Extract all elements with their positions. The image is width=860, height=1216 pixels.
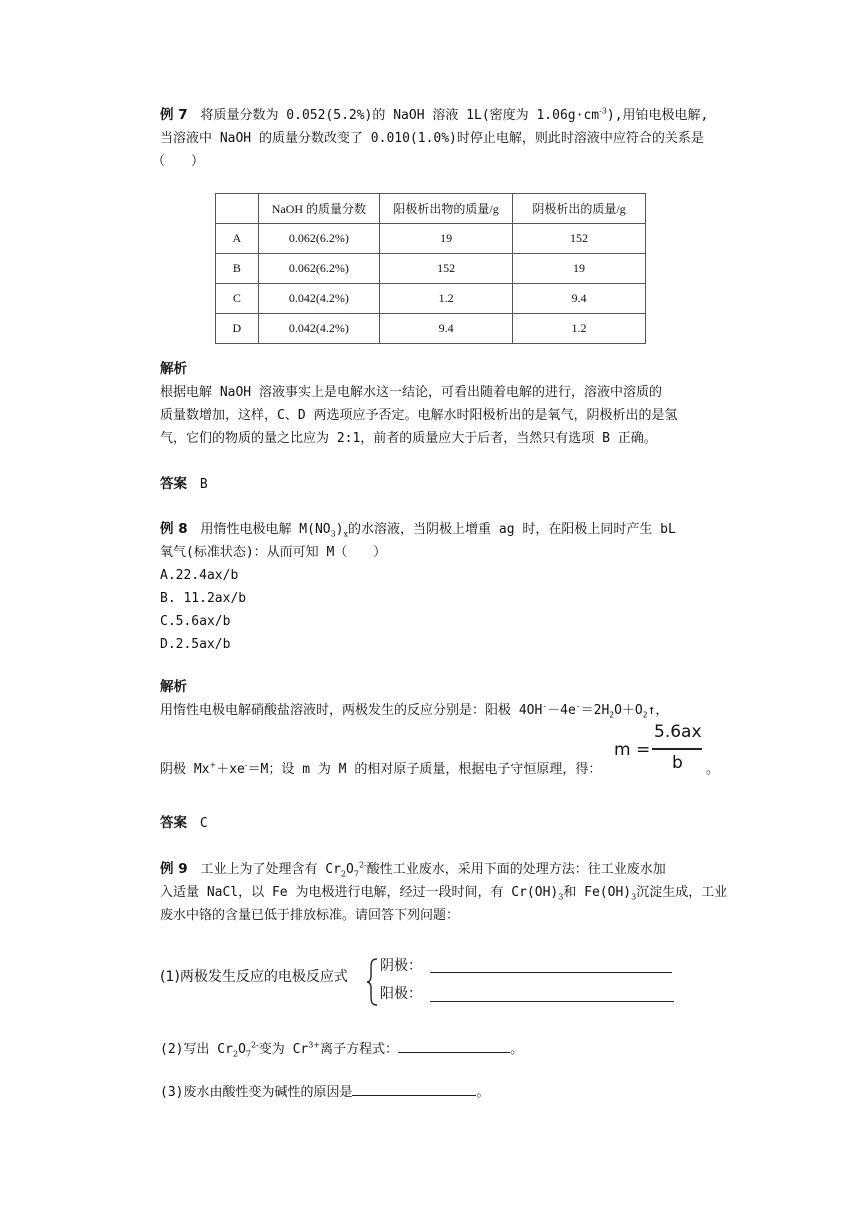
q2-text: 变为 Cr xyxy=(258,1042,309,1057)
q2-end: 。 xyxy=(510,1042,524,1057)
options-table xyxy=(215,193,646,344)
formula-image xyxy=(614,722,704,778)
table-header-cell: NaOH 的质量分数 xyxy=(258,194,379,224)
ex8-answer xyxy=(160,812,740,835)
subscript: 2 xyxy=(340,869,347,879)
ex9-text: 入适量 NaCl，以 Fe 为电极进行电解，经过一段时间，有 Cr(OH) xyxy=(160,885,559,900)
superscript: - xyxy=(575,701,581,711)
analysis-line: 根据电解 NaOH 溶液事实上是电解水这一结论，可看出随着电解的进行，溶液中溶质的 xyxy=(160,385,662,400)
table-cell: 0.042(4.2%) xyxy=(258,314,379,344)
ex7-analysis xyxy=(160,358,740,450)
question-2 xyxy=(160,1038,740,1061)
analysis-text: 阴极 Mx xyxy=(160,762,210,777)
superscript: - xyxy=(542,701,548,711)
table-cell: D xyxy=(216,314,259,344)
table-cell: C xyxy=(216,284,259,314)
ex7-label: 例 7 xyxy=(160,107,188,123)
ex8-text: ) xyxy=(335,522,344,537)
ex9-label: 例 9 xyxy=(160,861,188,877)
ex9-text: 沉淀生成，工业 xyxy=(636,885,728,900)
subscript: 3 xyxy=(330,529,336,539)
table-cell: B xyxy=(216,254,259,284)
q2-text: 离子方程式： xyxy=(320,1042,399,1057)
table-header-row xyxy=(216,194,646,224)
analysis-line xyxy=(160,699,740,722)
answer-label: 答案 xyxy=(160,815,187,831)
fraction-bar xyxy=(652,748,702,750)
analysis-text: O＋O xyxy=(614,703,643,718)
answer-value: C xyxy=(199,816,208,831)
left-brace-icon xyxy=(366,957,378,1007)
ex8-label: 例 8 xyxy=(160,521,188,537)
question-3 xyxy=(160,1081,740,1104)
q2-text: (2)写出 Cr xyxy=(160,1042,233,1057)
table-cell: 1.2 xyxy=(513,314,646,344)
answer-label: 答案 xyxy=(160,476,187,492)
q2-text: O xyxy=(238,1042,246,1057)
ex9-text: 和 Fe(OH) xyxy=(563,885,632,900)
table-cell: 9.4 xyxy=(513,284,646,314)
formula-period: 。 xyxy=(706,762,720,777)
option-item: A.22.4ax/b xyxy=(160,568,239,583)
ex7-answer xyxy=(160,473,740,496)
table-cell: 0.062(6.2%) xyxy=(258,224,379,254)
ex7-line1: 将质量分数为 0.052(5.2%)的 NaOH 溶液 1L(密度为 1.06g·cm xyxy=(200,108,600,123)
option-item: D.2.5ax/b xyxy=(160,637,231,652)
q1-cathode-label: 阴极： xyxy=(380,958,422,974)
ex8-question xyxy=(160,518,740,656)
ex7-line1-end: ),用铂电极电解, xyxy=(606,108,709,123)
ex8-text: 的水溶液，当阴极上增重 ag 时，在阳极上同时产生 bL xyxy=(348,522,676,537)
superscript: - xyxy=(244,760,248,770)
analysis-line: 质量数增加，这样，C、D 两选项应予否定。电解水时阳极析出的是氧气，阴极析出的是氢 xyxy=(160,408,678,423)
table-cell: 19 xyxy=(513,254,646,284)
formula-numerator: 5.6ax xyxy=(654,722,702,742)
subscript: 2 xyxy=(232,1049,239,1059)
subscript: 3 xyxy=(631,892,637,902)
subscript: 2 xyxy=(642,710,648,720)
superscript: + xyxy=(209,760,217,770)
table-header-cell: 阳极析出物的质量/g xyxy=(380,194,513,224)
table-cell: 19 xyxy=(380,224,513,254)
option-item: C.5.6ax/b xyxy=(160,614,231,629)
question-1 xyxy=(160,955,720,1015)
analysis-text: ＋xe xyxy=(216,762,245,777)
analysis-text: ＝M；设 m 为 M 的相对原子质量，根据电子守恒原理，得： xyxy=(247,762,602,777)
ex9-line3: 废水中铬的含量已低于排放标准。请回答下列问题： xyxy=(160,908,460,923)
ex9-text: O xyxy=(346,862,354,877)
table-cell: 1.2 xyxy=(380,284,513,314)
analysis-text: ↑， xyxy=(647,703,669,718)
q3-answer-blank[interactable] xyxy=(352,1081,476,1096)
table-cell: A xyxy=(216,224,259,254)
ex7-line2: 当溶液中 NaOH 的质量分数改变了 0.010(1.0%)时停止电解，则此时溶液中应符合的关系是 xyxy=(160,131,704,146)
ex9-text: 工业上为了处理含有 Cr xyxy=(200,862,341,877)
table-cell: 0.062(6.2%) xyxy=(258,254,379,284)
subscript: 2 xyxy=(609,710,615,720)
formula-denominator: b xyxy=(672,753,683,773)
table-cell: 152 xyxy=(513,224,646,254)
ex8-analysis xyxy=(160,676,740,722)
subscript: 3 xyxy=(558,892,564,902)
subscript: x xyxy=(343,529,349,539)
q1-anode-label: 阳极： xyxy=(380,986,422,1002)
superscript: 3+ xyxy=(308,1040,321,1050)
anode-answer-blank[interactable] xyxy=(430,1001,674,1002)
superscript: 2- xyxy=(358,860,367,870)
table-cell: 152 xyxy=(380,254,513,284)
table-header-cell xyxy=(216,194,259,224)
superscript: -3 xyxy=(599,106,607,116)
table-row xyxy=(216,284,646,314)
analysis-label: 解析 xyxy=(160,361,187,377)
analysis-text: ＝2H xyxy=(580,703,610,718)
subscript: 7 xyxy=(245,1049,251,1059)
analysis-text: －4e xyxy=(547,703,576,718)
ex7-question xyxy=(152,104,740,173)
q3-text: (3)废水由酸性变为碱性的原因是 xyxy=(160,1085,353,1100)
subscript: 7 xyxy=(353,869,359,879)
table-row xyxy=(216,314,646,344)
ex8-text: 用惰性电极电解 M(NO xyxy=(200,522,331,537)
formula-lhs: m = xyxy=(614,740,651,760)
answer-value: B xyxy=(199,477,208,492)
ex7-line3: （ ） xyxy=(152,154,205,169)
analysis-label: 解析 xyxy=(160,679,187,695)
q1-label: (1)两极发生反应的电极反应式 xyxy=(160,969,348,985)
ex9-text: 酸性工业废水，采用下面的处理方法：往工业废水加 xyxy=(366,862,666,877)
option-item: B. 11.2ax/b xyxy=(160,591,247,606)
table-row xyxy=(216,224,646,254)
q2-answer-blank[interactable] xyxy=(398,1038,510,1053)
table-cell: 0.042(4.2%) xyxy=(258,284,379,314)
analysis-text: 用惰性电极电解硝酸盐溶液时，两极发生的反应分别是：阳极 4OH xyxy=(160,703,543,718)
superscript: 2- xyxy=(250,1040,259,1050)
analysis-line: 气，它们的物质的量之比应为 2:1，前者的质量应大于后者，当然只有选项 B 正确。 xyxy=(160,431,657,446)
q3-end: 。 xyxy=(476,1085,490,1100)
table-row xyxy=(216,254,646,284)
ex8-line2: 氧气(标准状态)：从而可知 M（ ） xyxy=(160,545,387,560)
table-header-cell: 阴极析出的质量/g xyxy=(513,194,646,224)
table-cell: 9.4 xyxy=(380,314,513,344)
cathode-answer-blank[interactable] xyxy=(430,972,672,973)
ex9-question xyxy=(160,858,740,927)
